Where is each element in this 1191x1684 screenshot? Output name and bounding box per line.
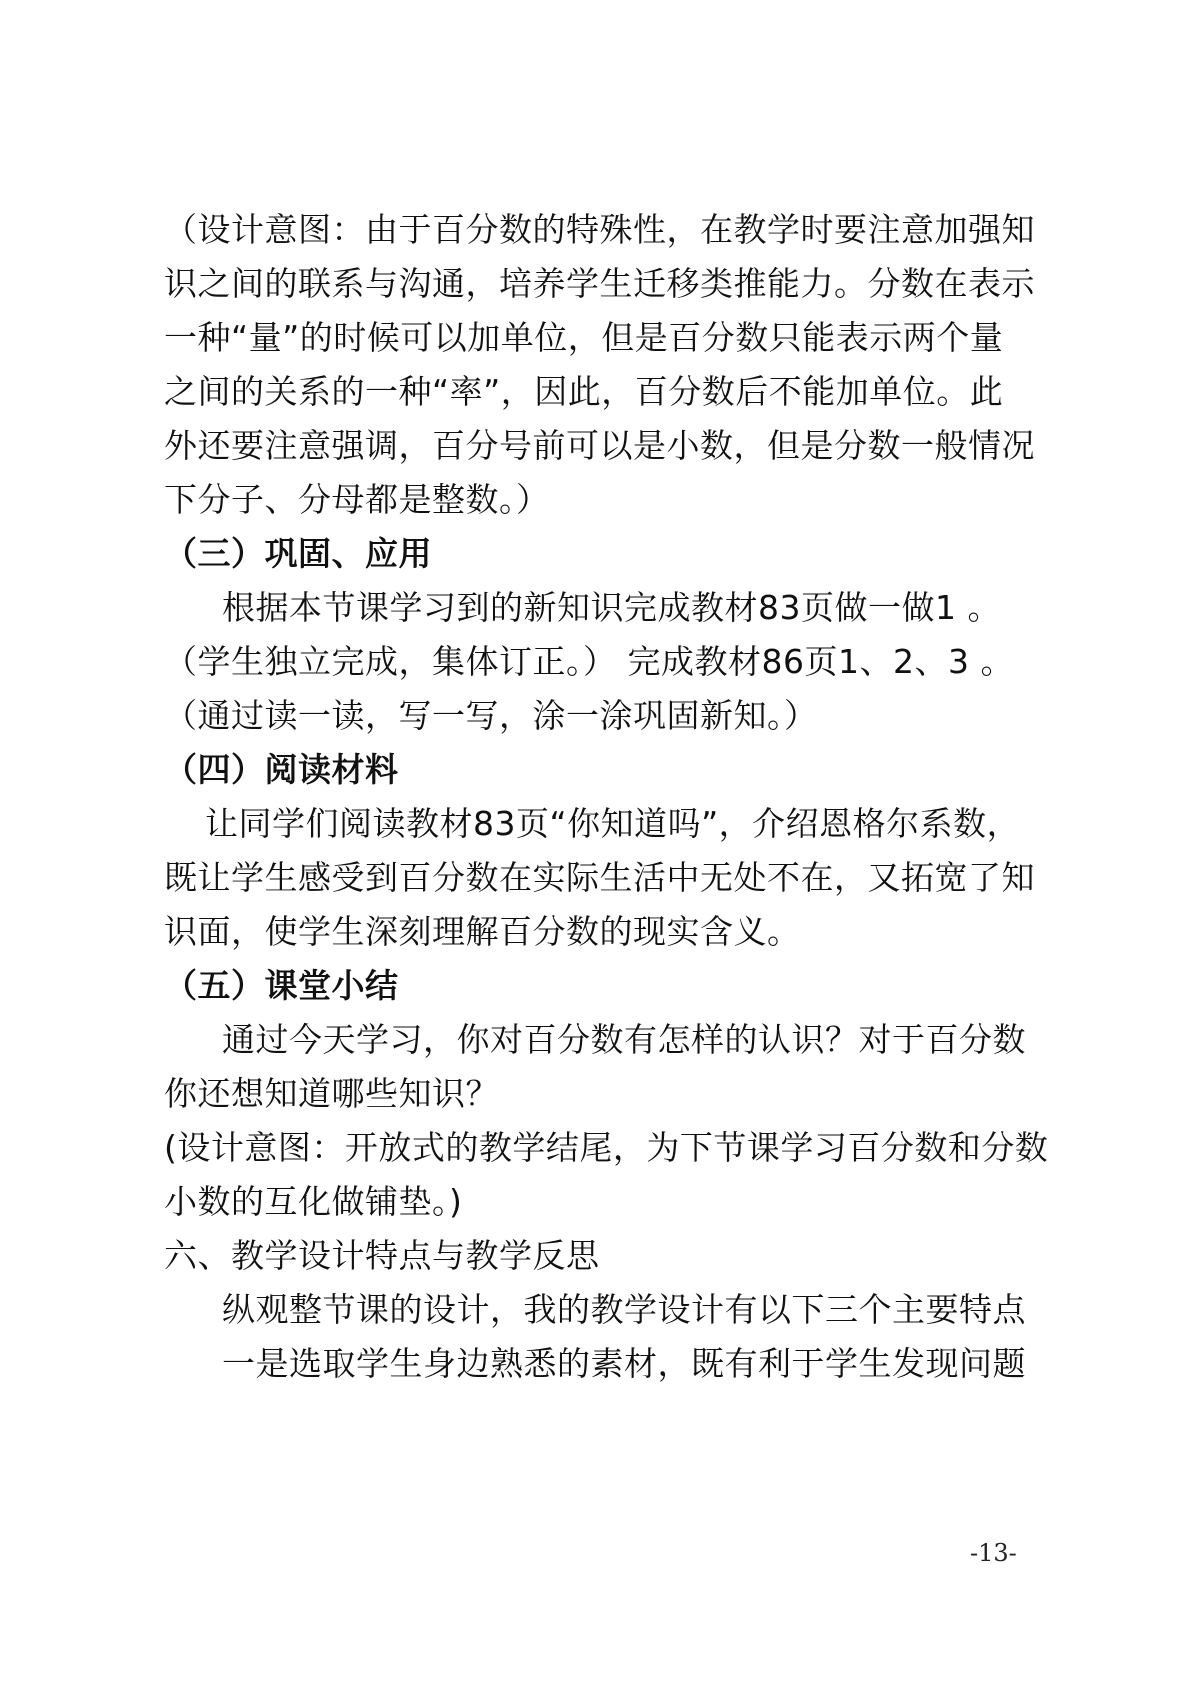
section-heading: （五）课堂小结: [164, 966, 399, 1005]
paragraph-line: （设计意图：由于百分数的特殊性，在教学时要注意加强知: [164, 210, 1035, 249]
section-heading: 六、教学设计特点与教学反思: [164, 1236, 600, 1275]
paragraph-line: （通过读一读，写一写，涂一涂巩固新知。）: [164, 696, 818, 735]
section-heading: （四）阅读材料: [164, 750, 399, 789]
paragraph-line: (设计意图：开放式的教学结尾，为下节课学习百分数和分数: [164, 1128, 1049, 1167]
paragraph-line: 你还想知道哪些知识？: [164, 1074, 499, 1113]
paragraph-line: 通过今天学习，你对百分数有怎样的认识？对于百分数: [222, 1020, 1026, 1059]
paragraph-line: 一是选取学生身边熟悉的素材，既有利于学生发现问题: [222, 1344, 1026, 1383]
paragraph-line: 下分子、分母都是整数。）: [164, 480, 550, 519]
paragraph-line: （学生独立完成，集体订正。） 完成教材86页1、2、3 。: [164, 642, 1014, 681]
paragraph-line: 纵观整节课的设计，我的教学设计有以下三个主要特点: [222, 1290, 1026, 1329]
paragraph-line: 识之间的联系与沟通，培养学生迁移类推能力。分数在表示: [164, 264, 1035, 303]
paragraph-line: 既让学生感受到百分数在实际生活中无处不在，又拓宽了知: [164, 858, 1035, 897]
page-number: -13-: [970, 1539, 1017, 1567]
paragraph-line: 之间的关系的一种“率”，因此，百分数后不能加单位。此: [164, 372, 1004, 411]
paragraph-line: 让同学们阅读教材83页“你知道吗”，介绍恩格尔系数，: [205, 804, 1021, 843]
paragraph-line: 一种“量”的时候可以加单位，但是百分数只能表示两个量: [164, 318, 1004, 357]
paragraph-line: 外还要注意强调，百分号前可以是小数，但是分数一般情况: [164, 426, 1035, 465]
paragraph-line: 根据本节课学习到的新知识完成教材83页做一做1 。: [222, 588, 1001, 627]
paragraph-line: 识面，使学生深刻理解百分数的现实含义。: [164, 912, 801, 951]
paragraph-line: 小数的互化做铺垫。): [164, 1182, 463, 1221]
section-heading: （三）巩固、应用: [164, 534, 432, 573]
